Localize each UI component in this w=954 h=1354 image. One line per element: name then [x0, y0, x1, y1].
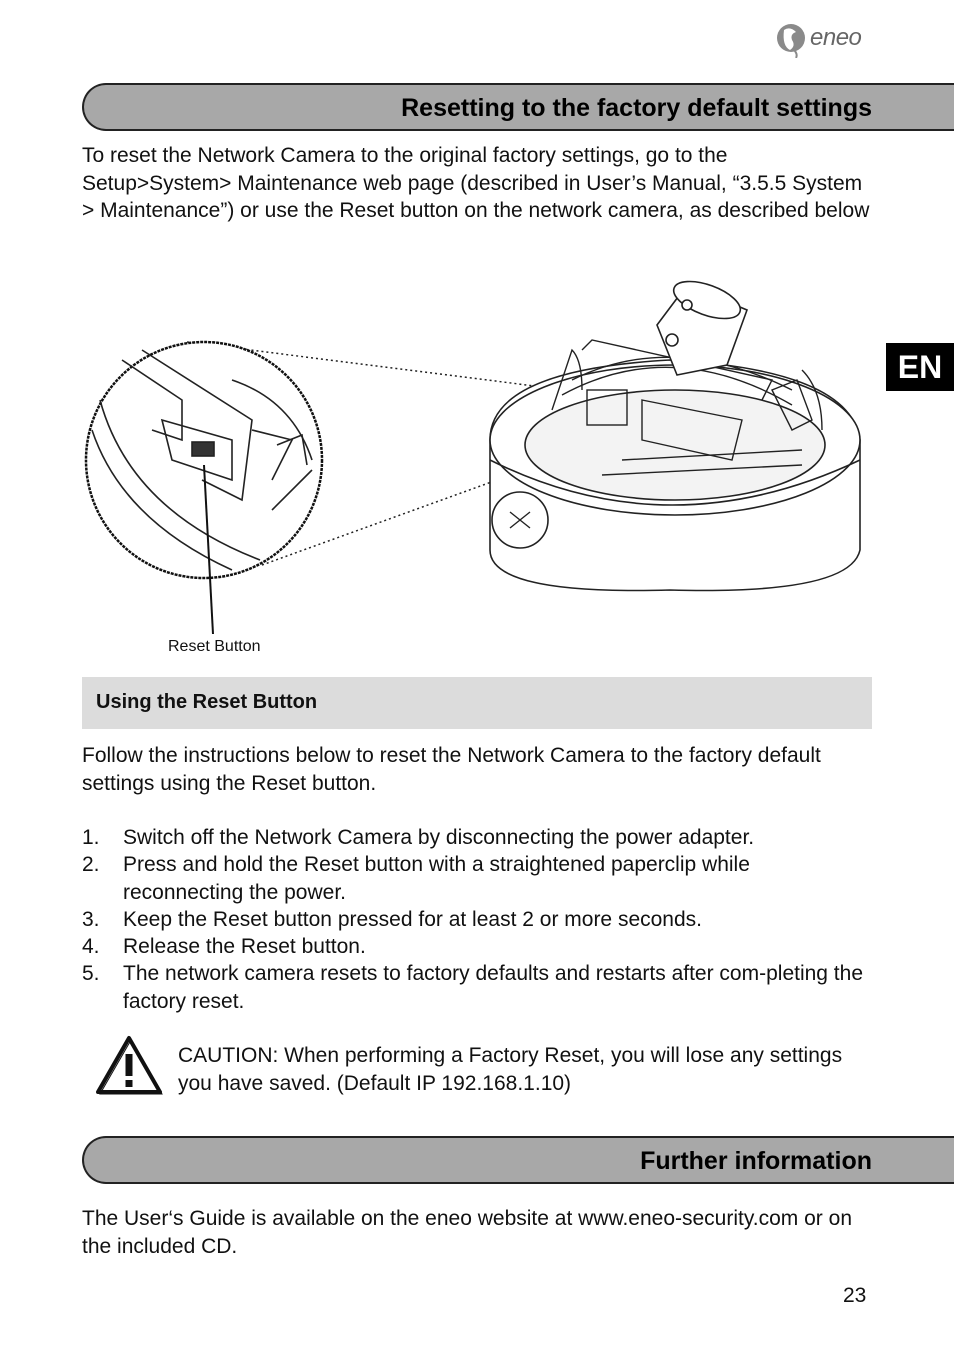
camera-reset-illustration [82, 280, 872, 670]
section-header-reset [82, 83, 954, 131]
step-text: Release the Reset button. [123, 935, 366, 959]
section-title-further: Further information [640, 1147, 872, 1175]
step-text: Switch off the Network Camera by disconnecting the power adapter. [123, 826, 755, 849]
logo-text: eneo [810, 24, 862, 51]
using-reset-button-heading: Using the Reset Button [82, 677, 872, 729]
list-item [82, 851, 874, 906]
step-number: 5. [82, 962, 100, 986]
eneo-globe-icon [776, 20, 810, 58]
list-item [82, 933, 874, 960]
eneo-logo [776, 20, 886, 60]
page-number: 23 [843, 1284, 867, 1307]
step-text: Press and hold the Reset button with a straightened paperclip while reconnecting the power. [123, 853, 750, 904]
step-text: Keep the Reset button pressed for at least 2 or more seconds. [123, 907, 702, 931]
reset-intro-paragraph: To reset the Network Camera to the original factory settings, go to the Setup>System> Maintenance web page (described in User’s Manual, “3.5.5 System > Maintenance”) or use the Reset button on the network camera, as described below [82, 144, 870, 222]
list-item [82, 906, 874, 933]
language-tab: EN [886, 343, 954, 391]
list-item [82, 960, 874, 1015]
caution-text: CAUTION: When performing a Factory Reset, you will lose any settings you have saved. (Default IP 192.168.1.10) [178, 1044, 843, 1095]
section-title-reset: Resetting to the factory default settings [401, 94, 872, 122]
caution-notice [94, 1034, 874, 1100]
reset-button-intro: Follow the instructions below to reset the Network Camera to the factory default settings using the Reset button. [82, 744, 821, 795]
warning-triangle-icon [94, 1034, 164, 1096]
step-text: The network camera resets to factory defaults and restarts after com-pleting the factory reset. [123, 962, 864, 1013]
further-info-paragraph: The User‘s Guide is available on the eneo website at www.eneo-security.com or on the included CD. [82, 1207, 852, 1258]
step-number: 4. [82, 935, 100, 959]
list-item [82, 824, 874, 851]
reset-button-callout-label: Reset Button [168, 638, 261, 655]
step-number: 2. [82, 853, 100, 877]
step-number: 1. [82, 826, 100, 849]
section-header-further [82, 1136, 954, 1184]
reset-steps-list [82, 824, 874, 1015]
step-number: 3. [82, 907, 100, 931]
